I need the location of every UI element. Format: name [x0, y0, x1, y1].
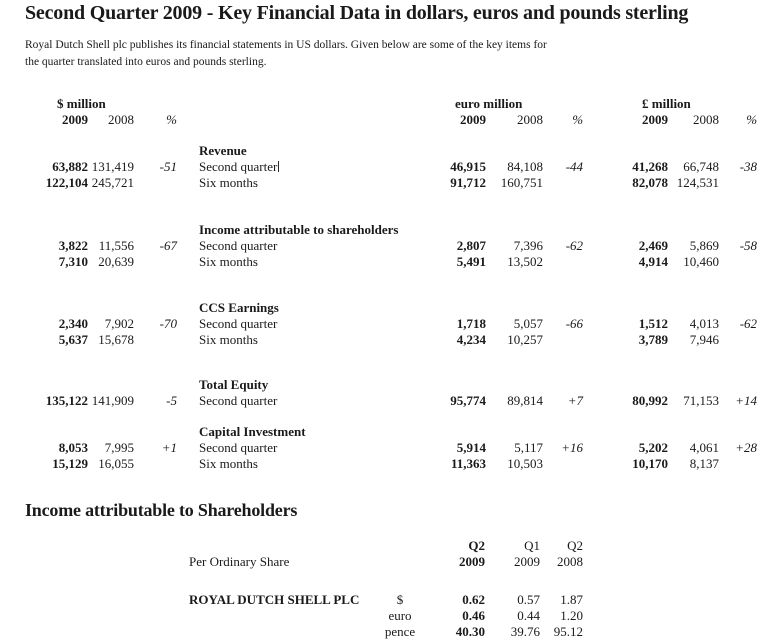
- section-heading: Total Equity: [199, 377, 269, 392]
- section-heading-row: [30, 424, 757, 440]
- table-row: [189, 592, 583, 608]
- quarter-header-row: [189, 538, 583, 554]
- section-heading-row: [30, 222, 757, 238]
- value-cell: 10,503: [507, 456, 544, 471]
- value-cell: 5,914: [456, 440, 487, 455]
- value-cell: 141,909: [91, 393, 135, 408]
- year-column-header: 2009: [62, 112, 88, 127]
- value-cell: 46,915: [450, 159, 487, 174]
- table-row: [30, 316, 757, 332]
- value-cell: 66,748: [683, 159, 720, 174]
- per-share-value: 39.76: [510, 624, 540, 639]
- section-heading-row: [30, 377, 757, 393]
- share-section-heading: Income attributable to Shareholders: [25, 500, 298, 520]
- company-name: ROYAL DUTCH SHELL PLC: [189, 592, 360, 607]
- value-cell: 245,721: [91, 175, 135, 190]
- percent-cell: +7: [567, 393, 584, 408]
- table-row: [189, 624, 583, 640]
- year-column-header: 2009: [459, 554, 485, 569]
- section-heading: Capital Investment: [199, 424, 306, 439]
- row-label: Second quarter: [199, 159, 278, 174]
- value-cell: 89,814: [507, 393, 544, 408]
- value-cell: 95,774: [450, 393, 487, 408]
- value-cell: 10,460: [683, 254, 720, 269]
- value-cell: 16,055: [98, 456, 135, 471]
- year-column-header: 2008: [693, 112, 720, 127]
- value-cell: 135,122: [45, 393, 88, 408]
- value-cell: 7,310: [58, 254, 88, 269]
- spacer-row: [189, 570, 583, 592]
- percent-cell: -44: [565, 159, 584, 174]
- value-cell: 4,013: [689, 316, 720, 331]
- spacer-row: [30, 191, 757, 222]
- value-cell: 3,789: [638, 332, 669, 347]
- value-cell: 71,153: [683, 393, 720, 408]
- value-cell: 11,363: [450, 456, 487, 471]
- value-cell: 82,078: [632, 175, 669, 190]
- key-financial-data-table: [30, 96, 757, 472]
- value-cell: 1,718: [456, 316, 487, 331]
- table-row: [30, 440, 757, 456]
- percent-cell: -70: [159, 316, 178, 331]
- value-cell: 5,637: [58, 332, 88, 347]
- currency-group-gbp: £ million: [642, 96, 691, 111]
- percent-cell: -58: [739, 238, 758, 253]
- intro-line-1: Royal Dutch Shell plc publishes its financial statements in US dollars. Given below are some of the key items for: [25, 39, 547, 51]
- spacer-row: [30, 270, 757, 300]
- percent-column-header: %: [572, 112, 584, 127]
- value-cell: 8,137: [689, 456, 720, 471]
- value-cell: 131,419: [91, 159, 135, 174]
- value-cell: 8,053: [58, 440, 88, 455]
- percent-cell: -67: [159, 238, 178, 253]
- percent-cell: -5: [166, 393, 178, 408]
- year-column-header: 2008: [557, 554, 583, 569]
- value-cell: 2,340: [58, 316, 88, 331]
- page-title: Second Quarter 2009 - Key Financial Data in dollars, euros and pounds sterling: [25, 2, 689, 24]
- value-cell: 3,822: [58, 238, 88, 253]
- per-share-value: 0.57: [517, 592, 540, 607]
- currency-group-usd: $ million: [57, 96, 106, 111]
- value-cell: 7,902: [104, 316, 135, 331]
- value-cell: 124,531: [676, 175, 720, 190]
- value-cell: 11,556: [98, 238, 135, 253]
- percent-cell: +14: [735, 393, 758, 408]
- table-row: [30, 175, 757, 191]
- spacer-row: [30, 409, 757, 424]
- per-ordinary-share-table: [189, 538, 583, 640]
- spacer-row: [30, 348, 757, 377]
- column-header-row: [30, 112, 757, 128]
- section-heading: Revenue: [199, 143, 247, 158]
- row-label: Six months: [199, 254, 258, 269]
- percent-cell: -62: [739, 316, 758, 331]
- value-cell: 2,469: [638, 238, 669, 253]
- row-label: Six months: [199, 175, 258, 190]
- table-row: [30, 456, 757, 472]
- year-column-header: 2008: [108, 112, 135, 127]
- percent-column-header: %: [746, 112, 758, 127]
- row-label: Second quarter: [199, 440, 278, 455]
- value-cell: 5,057: [513, 316, 544, 331]
- intro-line-2: the quarter translated into euros and pounds sterling.: [25, 56, 267, 68]
- value-cell: 63,882: [52, 159, 88, 174]
- quarter-column-header: Q1: [524, 538, 540, 553]
- percent-cell: -62: [565, 238, 584, 253]
- value-cell: 15,678: [98, 332, 135, 347]
- row-label: Second quarter: [199, 238, 278, 253]
- year-column-header: 2009: [514, 554, 540, 569]
- value-cell: 7,995: [104, 440, 135, 455]
- intro-paragraph: [25, 37, 547, 71]
- year-column-header: 2009: [642, 112, 669, 127]
- per-share-value: 1.87: [560, 592, 583, 607]
- value-cell: 4,061: [689, 440, 720, 455]
- per-share-value: 0.46: [462, 608, 485, 623]
- value-cell: 4,914: [638, 254, 669, 269]
- text-cursor: [278, 161, 279, 172]
- quarter-column-header: Q2: [567, 538, 583, 553]
- section-heading: Income attributable to shareholders: [199, 222, 399, 237]
- percent-cell: +1: [161, 440, 178, 455]
- quarter-column-header: Q2: [468, 538, 485, 553]
- per-share-value: 95.12: [553, 624, 583, 639]
- value-cell: 15,129: [52, 456, 88, 471]
- row-label: Per Ordinary Share: [189, 554, 290, 569]
- section-heading-row: [30, 300, 757, 316]
- value-cell: 2,807: [456, 238, 487, 253]
- row-label: Second quarter: [199, 316, 278, 331]
- currency-unit-label: $: [396, 592, 404, 607]
- table-row: [30, 159, 757, 175]
- value-cell: 5,117: [514, 440, 544, 455]
- value-cell: 10,170: [632, 456, 669, 471]
- value-cell: 20,639: [98, 254, 135, 269]
- percent-column-header: %: [166, 112, 178, 127]
- per-share-value: 1.20: [560, 608, 583, 623]
- percent-cell: -51: [159, 159, 178, 174]
- table-row: [30, 238, 757, 254]
- value-cell: 122,104: [45, 175, 88, 190]
- row-label: Six months: [199, 456, 258, 471]
- section-heading: CCS Earnings: [199, 300, 279, 315]
- value-cell: 5,491: [456, 254, 487, 269]
- year-header-row: [189, 554, 583, 570]
- value-cell: 7,946: [689, 332, 720, 347]
- value-cell: 84,108: [507, 159, 544, 174]
- value-cell: 41,268: [632, 159, 669, 174]
- currency-unit-label: euro: [388, 608, 412, 623]
- value-cell: 4,234: [456, 332, 487, 347]
- table-row: [30, 393, 757, 409]
- year-column-header: 2009: [460, 112, 487, 127]
- per-share-value: 0.62: [462, 592, 485, 607]
- currency-group-eur: euro million: [455, 96, 523, 111]
- percent-cell: -38: [739, 159, 758, 174]
- value-cell: 80,992: [632, 393, 669, 408]
- year-column-header: 2008: [517, 112, 544, 127]
- per-share-value: 0.44: [517, 608, 540, 623]
- percent-cell: +28: [735, 440, 758, 455]
- per-share-value: 40.30: [455, 624, 485, 639]
- value-cell: 91,712: [450, 175, 487, 190]
- spacer-row: [30, 128, 757, 143]
- value-cell: 5,202: [638, 440, 669, 455]
- table-row: [189, 608, 583, 624]
- row-label: Second quarter: [199, 393, 278, 408]
- currency-group-header-row: [30, 96, 757, 112]
- value-cell: 7,396: [513, 238, 544, 253]
- percent-cell: -66: [565, 316, 584, 331]
- currency-unit-label: pence: [384, 624, 416, 639]
- percent-cell: +16: [561, 440, 584, 455]
- value-cell: 10,257: [507, 332, 544, 347]
- section-heading-row: [30, 143, 757, 159]
- value-cell: 160,751: [500, 175, 544, 190]
- table-row: [30, 254, 757, 270]
- table-row: [30, 332, 757, 348]
- value-cell: 13,502: [507, 254, 544, 269]
- row-label: Six months: [199, 332, 258, 347]
- value-cell: 1,512: [638, 316, 669, 331]
- value-cell: 5,869: [689, 238, 720, 253]
